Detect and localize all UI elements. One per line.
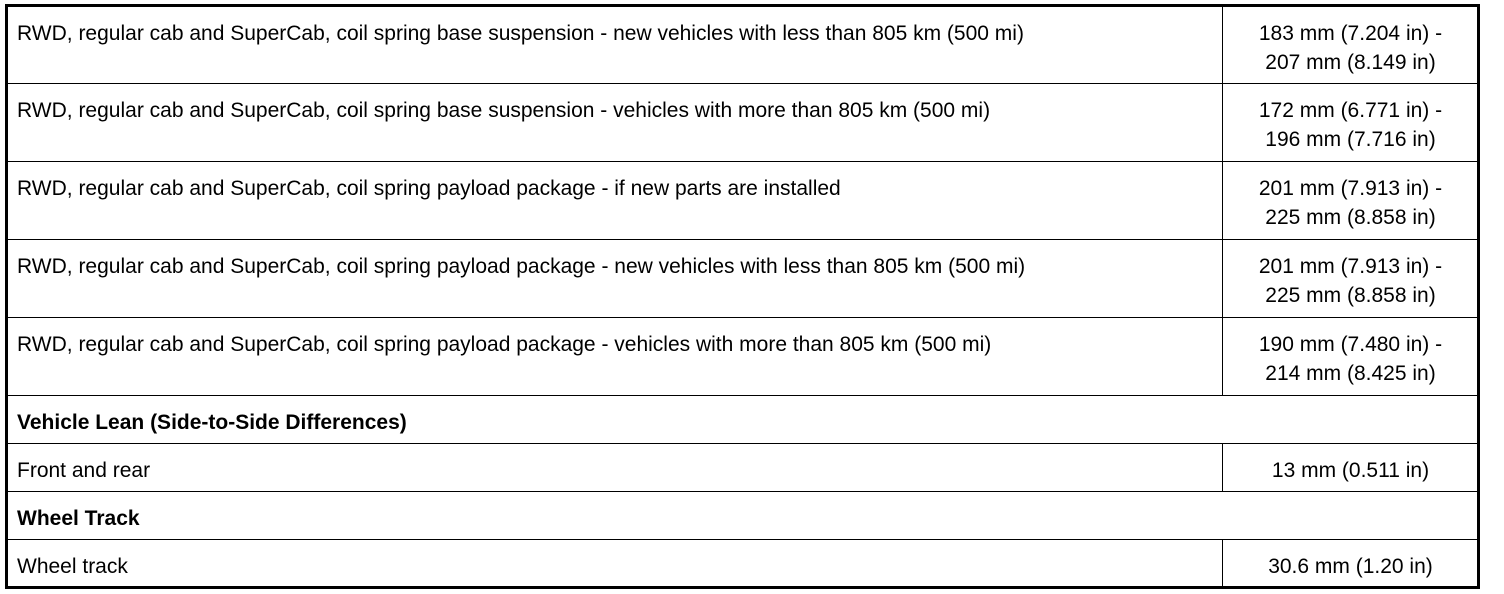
- section-title: Vehicle Lean (Side-to-Side Differences): [7, 396, 1479, 444]
- value-line: 190 mm (7.480 in) -: [1258, 333, 1443, 356]
- row-value: [1223, 540, 1479, 588]
- table-row: [7, 84, 1479, 162]
- value-line: 201 mm (7.913 in) -: [1258, 255, 1443, 278]
- value-line: 201 mm (7.913 in) -: [1258, 177, 1443, 200]
- row-description: RWD, regular cab and SuperCab, coil spring payload package - new vehicles with less than 805 km (500 mi): [7, 240, 1223, 318]
- row-value: [1223, 318, 1479, 396]
- table-row: [7, 6, 1479, 84]
- table-row: [7, 540, 1479, 588]
- value-line: 225 mm (8.858 in): [1265, 284, 1436, 307]
- row-description: RWD, regular cab and SuperCab, coil spring base suspension - vehicles with more than 805 km (500 mi): [7, 84, 1223, 162]
- section-header-row: [7, 396, 1479, 444]
- value-line: 183 mm (7.204 in) -: [1258, 22, 1443, 45]
- row-description: RWD, regular cab and SuperCab, coil spring payload package - vehicles with more than 805 km (500 mi): [7, 318, 1223, 396]
- row-value: [1223, 240, 1479, 318]
- row-description: Front and rear: [7, 444, 1223, 492]
- value-line: 13 mm (0.511 in): [1271, 459, 1430, 482]
- value-line: 225 mm (8.858 in): [1265, 206, 1436, 229]
- table-row: [7, 240, 1479, 318]
- row-value: [1223, 84, 1479, 162]
- value-line: 214 mm (8.425 in): [1265, 362, 1436, 385]
- table-row: [7, 444, 1479, 492]
- value-line: 207 mm (8.149 in): [1265, 51, 1436, 74]
- row-description: RWD, regular cab and SuperCab, coil spring base suspension - new vehicles with less than 805 km (500 mi): [7, 6, 1223, 84]
- section-title: Wheel Track: [7, 492, 1479, 540]
- row-description: Wheel track: [7, 540, 1223, 588]
- section-header-row: [7, 492, 1479, 540]
- row-description: RWD, regular cab and SuperCab, coil spring payload package - if new parts are installed: [7, 162, 1223, 240]
- table-row: [7, 162, 1479, 240]
- row-value: [1223, 162, 1479, 240]
- row-value: [1223, 444, 1479, 492]
- value-line: 196 mm (7.716 in): [1265, 128, 1436, 151]
- row-value: [1223, 6, 1479, 84]
- table-row: [7, 318, 1479, 396]
- value-line: 30.6 mm (1.20 in): [1268, 555, 1433, 578]
- value-line: 172 mm (6.771 in) -: [1258, 99, 1443, 122]
- specification-table: [5, 4, 1480, 589]
